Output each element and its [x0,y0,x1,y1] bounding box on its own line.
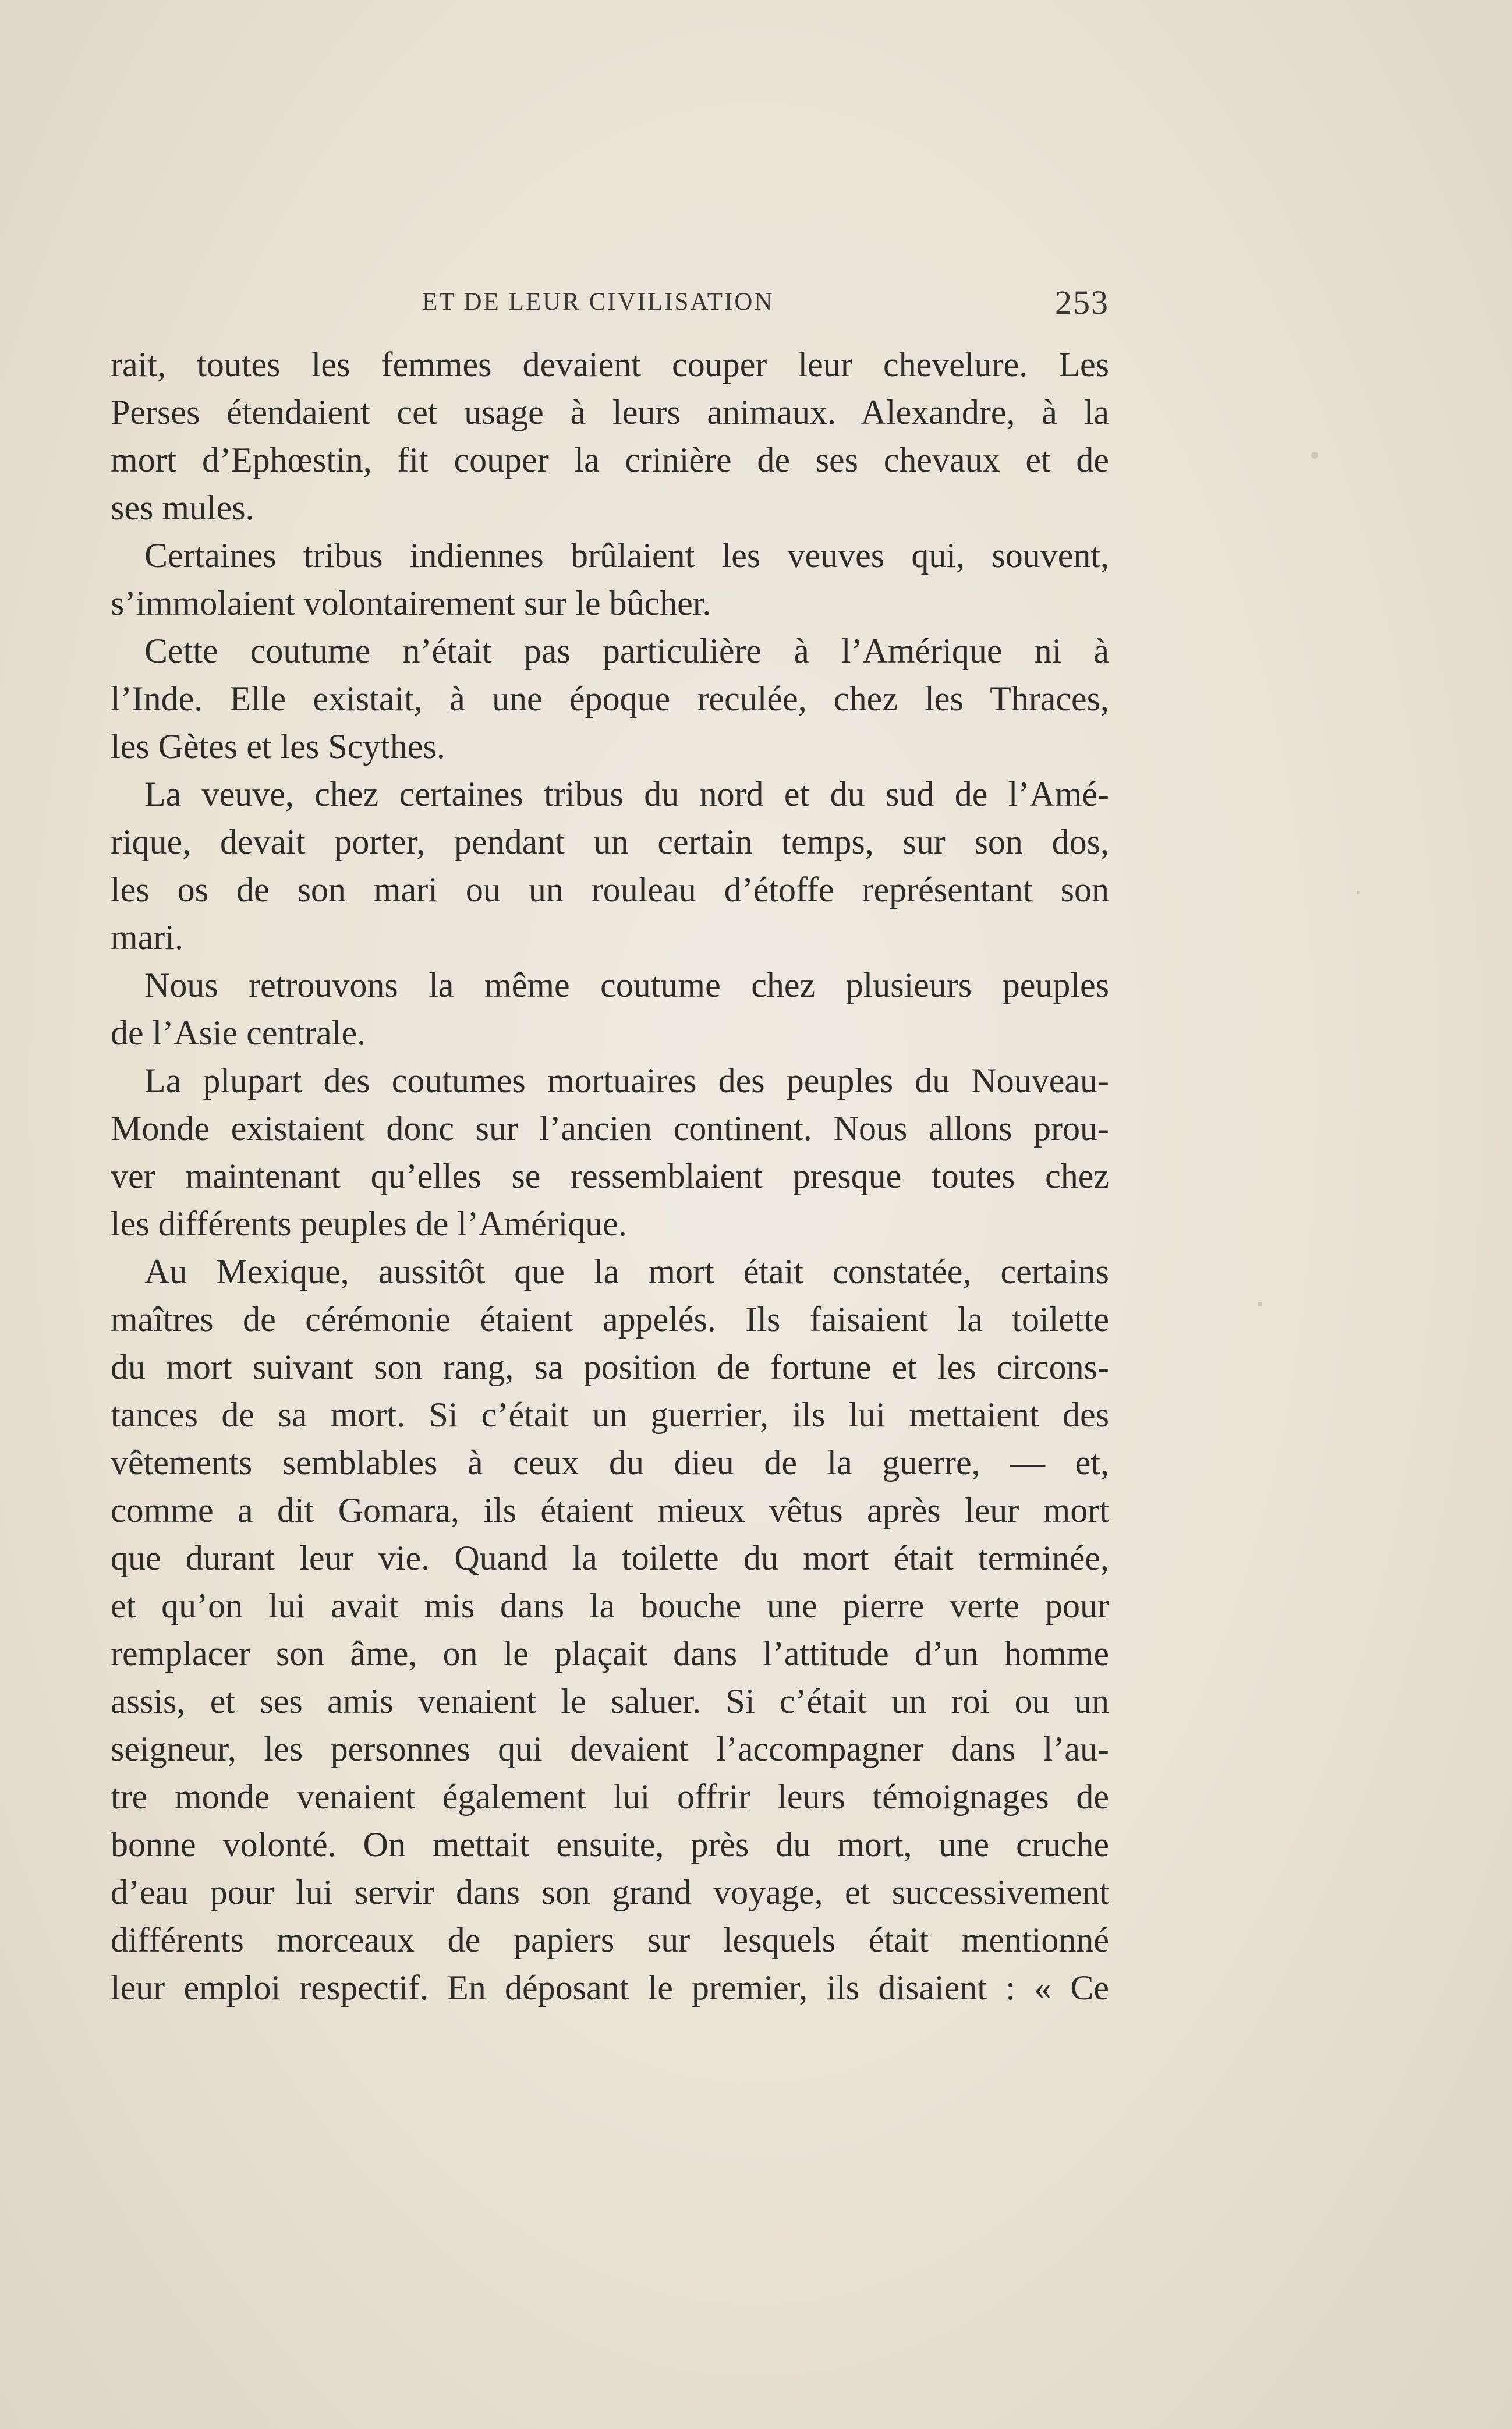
text-line: et qu’on lui avait mis dans la bouche une pierre verte pour [111,1587,1109,1625]
text-line: Certaines tribus indiennes brûlaient les veuves qui, souvent, [144,536,1109,575]
text-line: La veuve, chez certaines tribus du nord et du sud de l’Amé- [144,775,1109,813]
text-line: les os de son mari ou un rouleau d’étoffe représentant son [111,870,1109,909]
paragraph [111,532,1109,627]
page-body [111,341,1109,2012]
page-number: 253 [1055,284,1109,321]
text-line: La plupart des coutumes mortuaires des peuples du Nouveau- [144,1061,1109,1100]
text-line: du mort suivant son rang, sa position de fortune et les circons- [111,1348,1109,1386]
paragraph [111,341,1109,532]
paper-speck [1311,452,1318,459]
text-line: les différents peuples de l’Amérique. [111,1205,627,1243]
text-line: ses mules. [111,488,254,527]
paragraph [111,1248,1109,2012]
text-line: mort d’Ephœstin, fit couper la crinière de ses chevaux et de [111,441,1109,479]
text-line: remplacer son âme, on le plaçait dans l’attitude d’un homme [111,1634,1109,1673]
text-line: vêtements semblables à ceux du dieu de la guerre, — et, [111,1443,1109,1482]
text-line: de l’Asie centrale. [111,1014,366,1052]
page-header [111,283,1109,321]
text-line: seigneur, les personnes qui devaient l’accompagner dans l’au- [111,1730,1109,1768]
text-line: Monde existaient donc sur l’ancien continent. Nous allons prou- [111,1109,1109,1148]
text-line: maîtres de cérémonie étaient appelés. Ils faisaient la toilette [111,1300,1109,1339]
paragraph [111,1057,1109,1248]
text-line: l’Inde. Elle existait, à une époque reculée, chez les Thraces, [111,679,1109,718]
text-line: mari. [111,918,183,957]
text-line: rait, toutes les femmes devaient couper leur chevelure. Les [111,345,1109,384]
text-line: d’eau pour lui servir dans son grand voyage, et successivement [111,1873,1109,1911]
text-line: Cette coutume n’était pas particulière à l’Amérique ni à [144,632,1109,670]
text-line: les Gètes et les Scythes. [111,727,445,766]
text-line: tre monde venaient également lui offrir leurs témoignages de [111,1778,1109,1816]
text-line: leur emploi respectif. En déposant le premier, ils disaient : « Ce [111,1968,1109,2007]
text-line: s’immolaient volontairement sur le bûcher. [111,584,711,622]
text-line: rique, devait porter, pendant un certain temps, sur son dos, [111,823,1109,861]
text-line: que durant leur vie. Quand la toilette du mort était terminée, [111,1539,1109,1577]
text-line: Au Mexique, aussitôt que la mort était constatée, certains [144,1252,1109,1291]
paper-speck [1258,1302,1262,1306]
text-line: comme a dit Gomara, ils étaient mieux vêtus après leur mort [111,1491,1109,1529]
text-line: Perses étendaient cet usage à leurs animaux. Alexandre, à la [111,393,1109,431]
paragraph [111,961,1109,1057]
running-title: ET DE LEUR CIVILISATION [422,288,774,316]
text-line: ver maintenant qu’elles se ressemblaient presque toutes chez [111,1157,1109,1195]
paper-speck [1357,891,1360,894]
text-line: bonne volonté. On mettait ensuite, près du mort, une cruche [111,1825,1109,1864]
text-line: tances de sa mort. Si c’était un guerrier, ils lui mettaient des [111,1396,1109,1434]
paragraph [111,770,1109,961]
text-line: assis, et ses amis venaient le saluer. Si c’était un roi ou un [111,1682,1109,1720]
text-line: Nous retrouvons la même coutume chez plusieurs peuples [144,966,1109,1004]
paragraph [111,627,1109,770]
text-line: différents morceaux de papiers sur lesquels était mentionné [111,1921,1109,1959]
